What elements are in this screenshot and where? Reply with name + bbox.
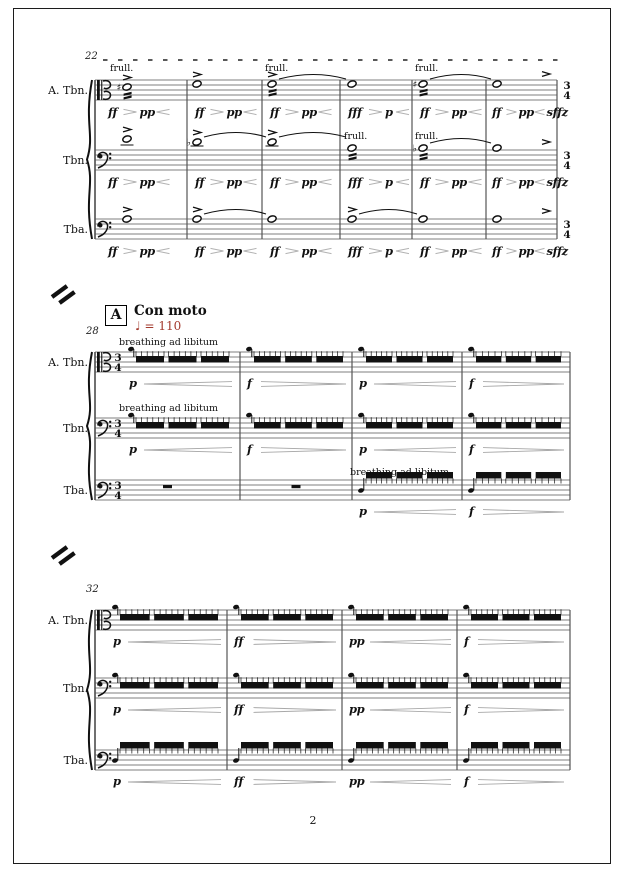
- time-signature: 3: [114, 480, 122, 492]
- instrument-label: A. Tbn.: [48, 356, 88, 369]
- dynamic-marking: p: [113, 774, 121, 788]
- dynamic-marking: pp: [226, 175, 242, 189]
- dynamic-marking: f: [464, 634, 469, 648]
- dynamic-marking: pp: [301, 244, 317, 258]
- time-signature: 3: [563, 150, 571, 162]
- dynamic-marking: sffz: [546, 244, 568, 258]
- dynamic-marking: ff: [420, 105, 430, 119]
- instrument-label: Tbn.: [63, 154, 88, 167]
- breathing-annotation: breathing ad libitum: [119, 403, 219, 414]
- dynamic-marking: ff: [420, 175, 430, 189]
- time-signature: 3: [114, 352, 122, 364]
- dynamic-marking: fff: [348, 244, 362, 258]
- dynamic-marking: p: [359, 442, 367, 456]
- dynamic-marking: pp: [451, 105, 467, 119]
- dynamic-marking: f: [464, 702, 469, 716]
- dynamic-marking: pp: [301, 175, 317, 189]
- dynamic-marking: ff: [234, 634, 244, 648]
- time-signature: 3: [114, 418, 122, 430]
- metronome-marking: [135, 319, 181, 333]
- dynamic-marking: pp: [301, 105, 317, 119]
- dynamic-marking: ff: [492, 244, 502, 258]
- dynamic-marking: p: [129, 376, 137, 390]
- svg-text:4: 4: [114, 490, 122, 502]
- dynamic-marking: p: [385, 105, 393, 119]
- dynamic-marking: pp: [518, 244, 534, 258]
- accidental: ♯: [116, 82, 122, 94]
- dynamic-marking: f: [469, 442, 474, 456]
- dynamic-marking: ff: [234, 702, 244, 716]
- dynamic-marking: p: [113, 634, 121, 648]
- measure-number: 32: [86, 584, 99, 595]
- flutter-annotation: frull.: [110, 63, 134, 74]
- dynamic-marking: pp: [226, 244, 242, 258]
- dynamic-marking: sffz: [546, 105, 568, 119]
- dynamic-marking: pp: [139, 244, 155, 258]
- flutter-annotation: frull.: [344, 131, 368, 142]
- svg-text:4: 4: [563, 90, 571, 102]
- rehearsal-mark-box: [105, 305, 127, 326]
- dynamic-marking: pp: [139, 105, 155, 119]
- dynamic-marking: p: [359, 376, 367, 390]
- svg-text:4: 4: [563, 229, 571, 241]
- dynamic-marking: ff: [108, 175, 118, 189]
- dynamic-marking: pp: [518, 105, 534, 119]
- breathing-annotation: breathing ad libitum: [119, 337, 219, 348]
- flutter-annotation: frull.: [265, 63, 289, 74]
- dynamic-marking: pp: [226, 105, 242, 119]
- dynamic-marking: sffz: [546, 175, 568, 189]
- accidental: ♯: [412, 79, 418, 91]
- instrument-label: A. Tbn.: [48, 84, 88, 97]
- dynamic-marking: ff: [108, 244, 118, 258]
- instrument-label: Tbn.: [63, 682, 88, 695]
- dynamic-marking: f: [469, 376, 474, 390]
- flutter-annotation: frull.: [415, 131, 439, 142]
- dynamic-marking: p: [385, 175, 393, 189]
- dynamic-marking: ff: [270, 175, 280, 189]
- dynamic-marking: f: [247, 442, 252, 456]
- accidental: ♭: [412, 143, 417, 155]
- svg-text:4: 4: [114, 362, 122, 374]
- dynamic-marking: pp: [451, 175, 467, 189]
- breathing-annotation: breathing ad libitum: [350, 467, 450, 478]
- dynamic-marking: ff: [195, 244, 205, 258]
- dynamic-marking: ff: [108, 105, 118, 119]
- dynamic-marking: ff: [234, 774, 244, 788]
- instrument-label: Tba.: [63, 484, 88, 497]
- measure-number: 28: [86, 326, 99, 337]
- dynamic-marking: ff: [195, 175, 205, 189]
- page-number: 2: [309, 814, 317, 827]
- instrument-label: Tba.: [63, 223, 88, 236]
- dynamic-marking: pp: [349, 774, 365, 788]
- measure-number: 22: [85, 51, 98, 62]
- dynamic-marking: ff: [420, 244, 430, 258]
- dynamic-marking: pp: [518, 175, 534, 189]
- quarter-note-glyph: ♩: [135, 319, 141, 333]
- dynamic-marking: pp: [139, 175, 155, 189]
- rehearsal-letter: A: [110, 307, 122, 323]
- dynamic-marking: f: [247, 376, 252, 390]
- dynamic-marking: ff: [270, 105, 280, 119]
- dynamic-marking: p: [385, 244, 393, 258]
- dynamic-marking: p: [129, 442, 137, 456]
- dynamic-marking: ff: [492, 175, 502, 189]
- svg-text:4: 4: [114, 428, 122, 440]
- tempo-text: Con moto: [134, 303, 207, 319]
- dynamic-marking: ff: [195, 105, 205, 119]
- time-signature: 3: [563, 80, 571, 92]
- dynamic-marking: pp: [451, 244, 467, 258]
- dynamic-marking: f: [464, 774, 469, 788]
- dynamic-marking: p: [359, 504, 367, 518]
- instrument-label: Tba.: [63, 754, 88, 767]
- svg-text:4: 4: [563, 160, 571, 172]
- time-signature: 3: [563, 219, 571, 231]
- dynamic-marking: pp: [349, 634, 365, 648]
- dynamic-marking: pp: [349, 702, 365, 716]
- accidental: ♭: [186, 137, 191, 149]
- instrument-label: Tbn.: [63, 422, 88, 435]
- dynamic-marking: ff: [270, 244, 280, 258]
- metronome-value: = 110: [144, 319, 182, 333]
- dynamic-marking: fff: [348, 105, 362, 119]
- dynamic-marking: p: [113, 702, 121, 716]
- dynamic-marking: ff: [492, 105, 502, 119]
- dynamic-marking: fff: [348, 175, 362, 189]
- dynamic-marking: f: [469, 504, 474, 518]
- flutter-annotation: frull.: [415, 63, 439, 74]
- instrument-label: A. Tbn.: [48, 614, 88, 627]
